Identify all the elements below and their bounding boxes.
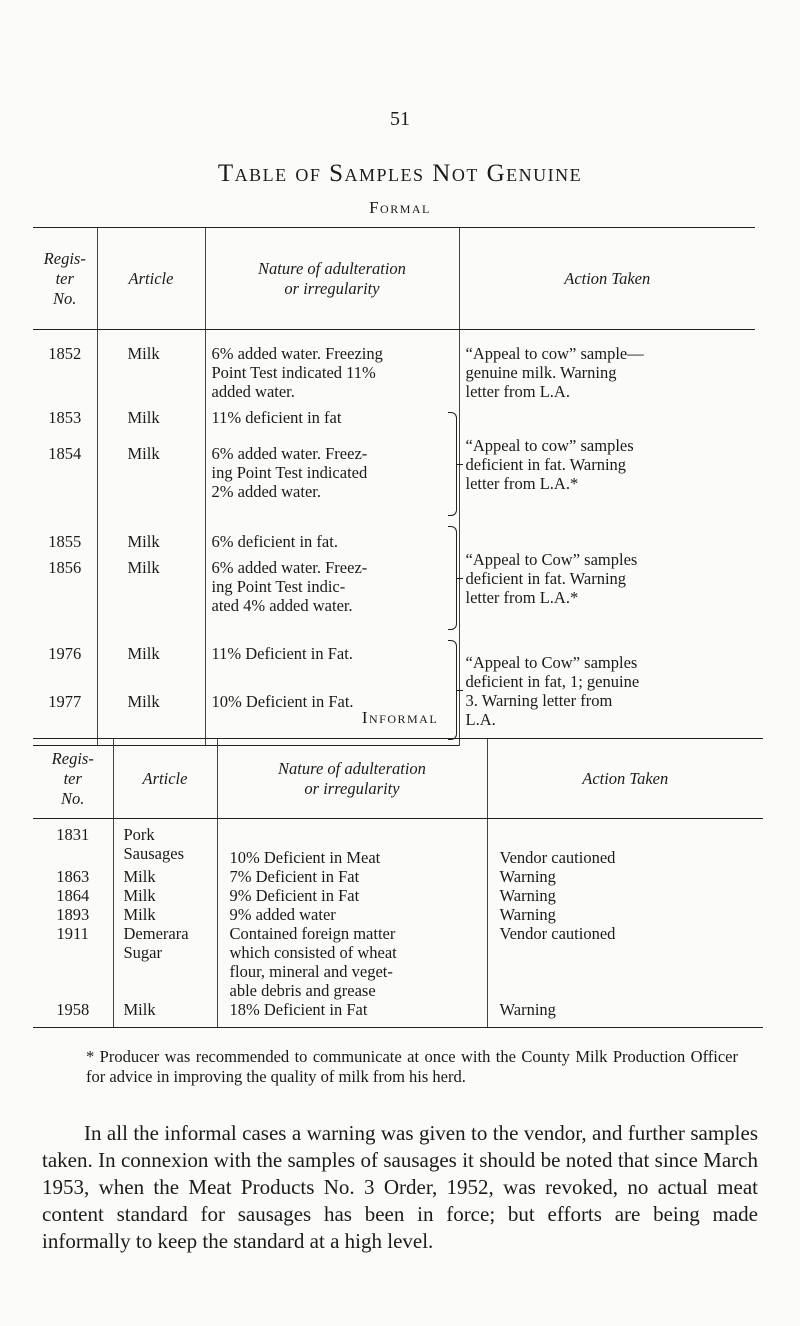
text-line: 9% added water bbox=[229, 904, 336, 924]
header-reg-no: Regis- ter No. bbox=[33, 739, 113, 819]
table-row bbox=[33, 886, 763, 905]
text-line: 6% added water. Freezing bbox=[211, 344, 383, 363]
text-line: Sausages bbox=[123, 844, 184, 863]
text-line: 18% Deficient in Fat bbox=[229, 999, 368, 1019]
action-cell bbox=[459, 522, 755, 636]
reg-no-cell: 1893 bbox=[56, 904, 90, 924]
text-line: ated 4% added water. bbox=[211, 595, 353, 615]
table-row bbox=[33, 905, 763, 924]
footnote: * Producer was recommended to communicate at once with the County Milk Production Officer for advice in improving the quality of milk from his herd. bbox=[86, 1047, 738, 1086]
reg-no-cell: 1976 bbox=[48, 643, 82, 663]
page-title: Table of Samples Not Genuine bbox=[217, 160, 583, 187]
header-article: Article bbox=[97, 228, 205, 330]
informal-heading: Informal bbox=[361, 708, 439, 727]
table-row bbox=[33, 636, 755, 692]
nature-cell bbox=[217, 1000, 487, 1028]
action-cell: Vendor cautioned bbox=[487, 819, 763, 867]
text-line: deficient in fat, 1; genuine bbox=[465, 671, 640, 691]
table-row bbox=[33, 867, 763, 886]
text-line: “Appeal to cow” sample— bbox=[465, 344, 644, 363]
header-action: Action Taken bbox=[487, 739, 763, 819]
article-cell bbox=[113, 886, 217, 905]
table-row bbox=[33, 924, 763, 1000]
text-line: deficient in fat. Warning bbox=[465, 569, 627, 588]
body-paragraph: In all the informal cases a warning was given to the vendor, and further samples taken. In connexion with the samples of sausages it should be noted that since March 1953, when the Meat Products No. 3 Order, 1952, was revoked, no actual meat content standard for sausages has been in force; but efforts are being made informally to keep the standard at a high level. bbox=[42, 1121, 758, 1253]
reg-no-cell: 1831 bbox=[56, 825, 90, 844]
text-line: 11% Deficient in Fat. bbox=[211, 643, 353, 663]
text-line: “Appeal to cow” samples bbox=[465, 436, 634, 455]
nature-cell bbox=[205, 408, 459, 444]
reg-no-cell: 1856 bbox=[48, 557, 82, 577]
text-line: Milk bbox=[123, 866, 156, 886]
text-line: flour, mineral and veget- bbox=[229, 961, 393, 981]
text-line: 6% deficient in fat. bbox=[211, 531, 338, 551]
text-line: Milk bbox=[123, 904, 156, 924]
text-line: “Appeal to Cow” samples bbox=[465, 550, 638, 569]
brace-icon bbox=[448, 526, 457, 630]
table-row bbox=[33, 819, 763, 867]
article-cell bbox=[113, 819, 217, 867]
article-cell: Milk bbox=[97, 522, 205, 558]
nature-cell bbox=[217, 819, 487, 867]
nature-cell bbox=[205, 558, 459, 636]
article-cell: Milk bbox=[97, 692, 205, 746]
reg-no-cell: 1852 bbox=[48, 344, 82, 363]
action-cell: Warning bbox=[487, 886, 763, 905]
text-line: 10% Deficient in Fat. bbox=[211, 691, 354, 711]
action-cell bbox=[459, 408, 755, 522]
header-action: Action Taken bbox=[459, 228, 755, 330]
text-line: genuine milk. Warning bbox=[465, 363, 617, 382]
header-article: Article bbox=[113, 739, 217, 819]
header-nature: Nature of adulteration or irregularity bbox=[205, 228, 459, 330]
text-line: letter from L.A. bbox=[465, 382, 570, 401]
text-line: ing Point Test indicated bbox=[211, 462, 368, 482]
nature-cell bbox=[217, 886, 487, 905]
reg-no-cell: 1911 bbox=[56, 923, 89, 943]
reg-no-cell: 1853 bbox=[48, 407, 82, 427]
article-cell: Milk bbox=[97, 408, 205, 444]
text-line: letter from L.A.* bbox=[465, 474, 579, 493]
table-row bbox=[33, 522, 755, 558]
nature-cell bbox=[205, 636, 459, 692]
brace-icon bbox=[448, 412, 457, 516]
formal-table bbox=[33, 227, 755, 746]
reg-no-cell: 1863 bbox=[56, 866, 90, 886]
article-cell bbox=[113, 867, 217, 886]
text-line: letter from L.A.* bbox=[465, 588, 579, 607]
article-cell: Milk bbox=[97, 636, 205, 692]
header-nature: Nature of adulteration or irregularity bbox=[217, 739, 487, 819]
nature-cell bbox=[217, 905, 487, 924]
action-cell: Vendor cautioned bbox=[487, 924, 763, 1000]
text-line: 3. Warning letter from bbox=[465, 690, 613, 710]
table-row bbox=[33, 330, 755, 408]
nature-cell bbox=[205, 330, 459, 408]
reg-no-cell: 1958 bbox=[33, 1000, 113, 1028]
reg-no-cell: 1855 bbox=[48, 531, 82, 551]
text-line: 2% added water. bbox=[211, 481, 321, 501]
action-cell: Warning bbox=[487, 1000, 763, 1028]
nature-cell bbox=[205, 522, 459, 558]
informal-table bbox=[33, 738, 763, 1028]
text-line: able debris and grease bbox=[229, 980, 376, 1000]
text-line: 10% Deficient in Meat bbox=[229, 847, 381, 867]
text-line: deficient in fat. Warning bbox=[465, 455, 627, 474]
text-line: 6% added water. Freez- bbox=[211, 557, 368, 577]
nature-cell bbox=[217, 924, 487, 1000]
text-line: 6% added water. Freez- bbox=[211, 443, 368, 463]
page-number: 51 bbox=[390, 108, 410, 130]
text-line: Milk bbox=[123, 999, 156, 1019]
reg-no-cell: 1864 bbox=[56, 885, 90, 905]
text-line: Point Test indicated 11% bbox=[211, 363, 376, 382]
action-cell: Warning bbox=[487, 867, 763, 886]
text-line: Demerara bbox=[123, 923, 189, 943]
article-cell: Milk bbox=[97, 444, 205, 522]
article-cell bbox=[113, 924, 217, 1000]
table-row bbox=[33, 1000, 763, 1028]
formal-heading: Formal bbox=[369, 198, 431, 217]
text-line: 11% deficient in fat bbox=[211, 407, 342, 427]
text-line: Pork bbox=[123, 825, 155, 844]
article-cell bbox=[113, 1000, 217, 1028]
nature-cell bbox=[217, 867, 487, 886]
header-reg-no: Regis- ter No. bbox=[33, 228, 97, 330]
text-line: “Appeal to Cow” samples bbox=[465, 652, 638, 672]
text-line: 7% Deficient in Fat bbox=[229, 866, 360, 886]
action-cell bbox=[459, 330, 755, 408]
text-line: Milk bbox=[123, 885, 156, 905]
text-line: Sugar bbox=[123, 942, 162, 962]
article-cell bbox=[113, 905, 217, 924]
article-cell: Milk bbox=[97, 330, 205, 408]
table-row bbox=[33, 408, 755, 444]
reg-no-cell: 1977 bbox=[33, 692, 97, 746]
text-line: which consisted of wheat bbox=[229, 942, 397, 962]
text-line: 9% Deficient in Fat bbox=[229, 885, 360, 905]
text-line: Contained foreign matter bbox=[229, 923, 396, 943]
text-line: ing Point Test indic- bbox=[211, 576, 346, 596]
nature-cell bbox=[205, 444, 459, 522]
text-line: L.A. bbox=[465, 709, 496, 729]
reg-no-cell: 1854 bbox=[48, 443, 82, 463]
article-cell: Milk bbox=[97, 558, 205, 636]
text-line: added water. bbox=[211, 382, 295, 401]
action-cell: Warning bbox=[487, 905, 763, 924]
action-cell bbox=[459, 636, 755, 746]
